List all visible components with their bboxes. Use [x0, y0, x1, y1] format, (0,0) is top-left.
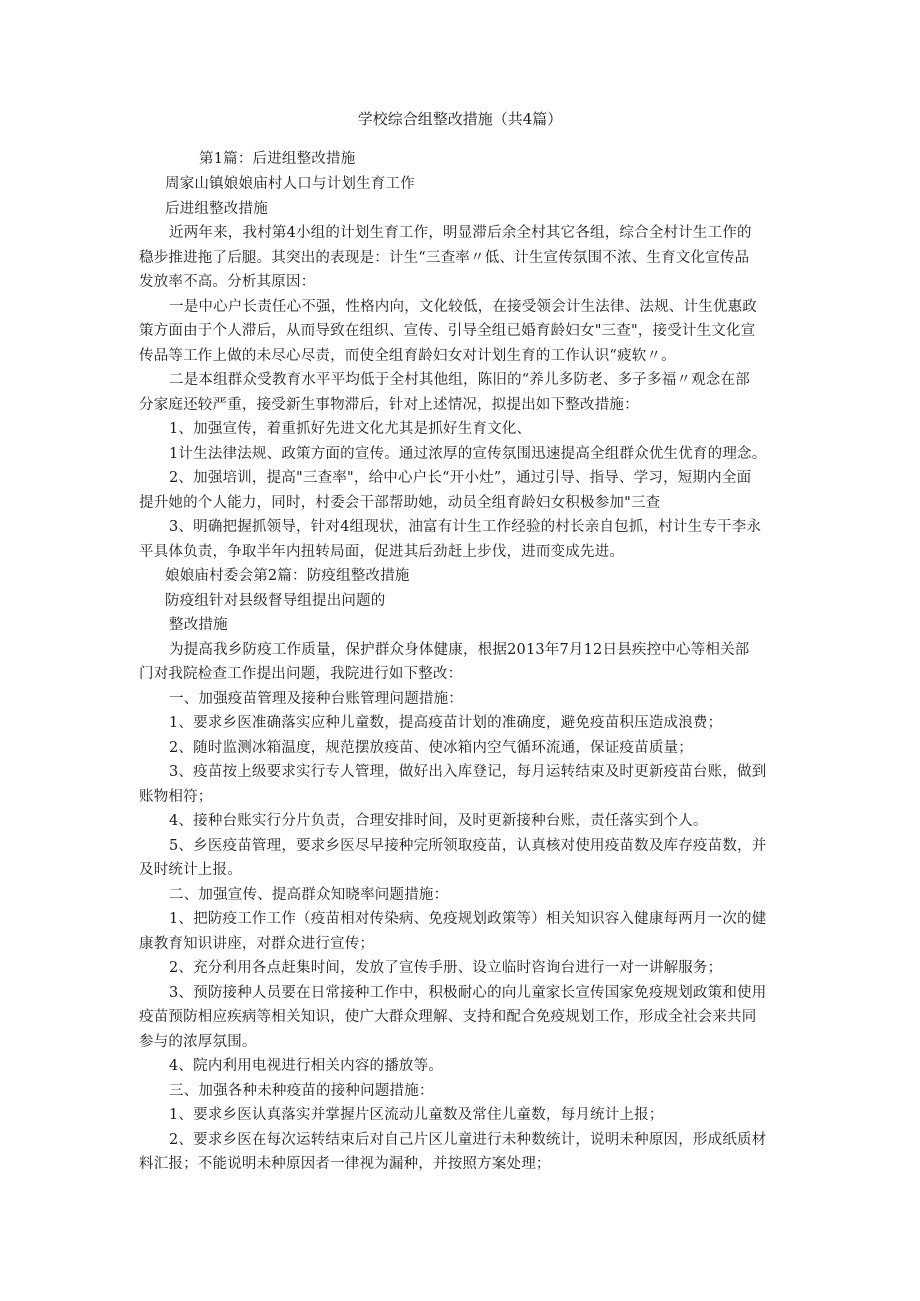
text-line: 2、要求乡医在每次运转结束后对自己片区儿童进行未种数统计，说明未种原因，形成纸质材 — [169, 1132, 767, 1148]
text-line: 3、疫苗按上级要求实行专人管理，做好出入库登记，每月运转结束及时更新疫苗台账，做到 — [169, 764, 767, 780]
text-line: 1、把防疫工作工作（疫苗相对传染病、免疫规划政策等）相关知识容入健康每两月一次的健 — [169, 911, 767, 927]
text-line: 2、加强培训，提高"三查率"，给中心户长“开小灶”，通过引导、指导、学习，短期内全面 — [169, 470, 752, 486]
text-line: 二是本组群众受教育水平平均低于全村其他组，陈旧的“养儿多防老、多子多福〃观念在部 — [169, 372, 750, 388]
text-line: 整改措施 — [169, 617, 228, 633]
text-line: 一、加强疫苗管理及接种台账管理问题措施： — [169, 691, 463, 707]
text-line: 及时统计上报。 — [139, 862, 242, 878]
text-line: 4、接种台账实行分片负责，合理安排时间，及时更新接种台账，责任落实到个人。 — [169, 813, 708, 829]
text-line: 后进组整改措施 — [165, 201, 268, 217]
text-line: 防疫组针对县级督导组提出问题的 — [165, 593, 386, 609]
text-line: 平具体负责，争取半年内扭转局面，促进其后劲赶上步伐，进而变成先进。 — [139, 544, 625, 560]
text-line: 康教育知识讲座，对群众进行宣传； — [139, 936, 375, 952]
text-line: 2、充分利用各点赶集时间，发放了宣传手册、设立临时咨询台进行一对一讲解服务； — [169, 960, 723, 976]
text-line: 娘娘庙村委会第2篇：防疫组整改措施 — [165, 568, 410, 584]
text-line: 5、乡医疫苗管理，要求乡医尽早接种完所领取疫苗，认真核对使用疫苗数及库存疫苗数，并 — [169, 838, 767, 854]
text-line: 门对我院检查工作提出问题，我院进行如下整改： — [139, 666, 463, 682]
text-line: 三、加强各种未种疫苗的接种问题措施： — [169, 1083, 434, 1099]
text-line: 稳步推进拖了后腿。其突出的表现是：计生“三查率〃低、计生宣传氛围不浓、生育文化宣传品 — [139, 250, 750, 266]
text-line: 参与的浓厚氛围。 — [139, 1034, 257, 1050]
text-line: 料汇报；不能说明未种原因者一律视为漏种，并按照方案处理； — [139, 1156, 551, 1172]
text-line: 3、明确把握抓领导，针对4组现状，油富有计生工作经验的村长亲自包抓，村计生专干李永 — [169, 519, 762, 535]
text-line: 一是中心户长责任心不强，性格内向，文化较低，在接受领会计生法律、法规、计生优惠政 — [169, 299, 757, 315]
text-line: 1、加强宣传，着重抓好先进文化尤其是抓好生育文化、 — [169, 421, 532, 437]
text-line: 1计生法律法规、政策方面的宣传。通过浓厚的宣传氛围迅速提高全组群众优生优育的理念。 — [169, 446, 767, 462]
text-line: 2、随时监测冰箱温度，规范摆放疫苗、使冰箱内空气循环流通，保证疫苗质量； — [169, 740, 693, 756]
text-line: 传品等工作上做的未尽心尽责，而使全组育龄妇女对计划生育的工作认识“疲软〃。 — [139, 348, 676, 364]
text-line: 账物相符； — [139, 789, 213, 805]
document-title: 学校综合组整改措施（共4篇） — [357, 110, 563, 128]
text-line: 二、加强宣传、提高群众知晓率问题措施： — [169, 887, 449, 903]
text-line: 第1篇：后进组整改措施 — [199, 151, 356, 167]
text-line: 发放率不高。分析其原因： — [139, 274, 316, 290]
text-line: 提升她的个人能力，同时，村委会干部帮助她，动员全组育龄妇女积极参加"三查 — [139, 495, 661, 511]
text-line: 近两年来，我村第4小组的计划生育工作，明显滞后余全村其它各组，综合全村计生工作的 — [169, 225, 752, 241]
text-line: 3、预防接种人员要在日常接种工作中，积极耐心的向儿童家长宣传国家免疫规划政策和使用 — [169, 985, 767, 1001]
text-line: 1、要求乡医认真落实并掌握片区流动儿童数及常住儿童数，每月统计上报； — [169, 1107, 664, 1123]
text-line: 策方面由于个人滞后，从而导致在组织、宣传、引导全组已婚育龄妇女"三查"，接受计生文化宣 — [139, 323, 756, 339]
text-line: 4、院内利用电视进行相关内容的播放等。 — [169, 1058, 444, 1074]
text-line: 疫苗预防相应疾病等相关知识，使广大群众理解、支持和配合免疫规划工作，形成全社会来共同 — [139, 1009, 757, 1025]
text-line: 周家山镇娘娘庙村人口与计划生育工作 — [165, 176, 415, 192]
text-line: 为提高我乡防疫工作质量，保护群众身体健康，根据2013年7月12日县疾控中心等相关部 — [169, 642, 750, 658]
text-line: 分家庭还较严重，接受新生事物滞后，针对上述情况，拟提出如下整改措施： — [139, 397, 639, 413]
text-line: 1、要求乡医准确落实应种儿童数，提高疫苗计划的准确度，避免疫苗积压造成浪费； — [169, 715, 723, 731]
